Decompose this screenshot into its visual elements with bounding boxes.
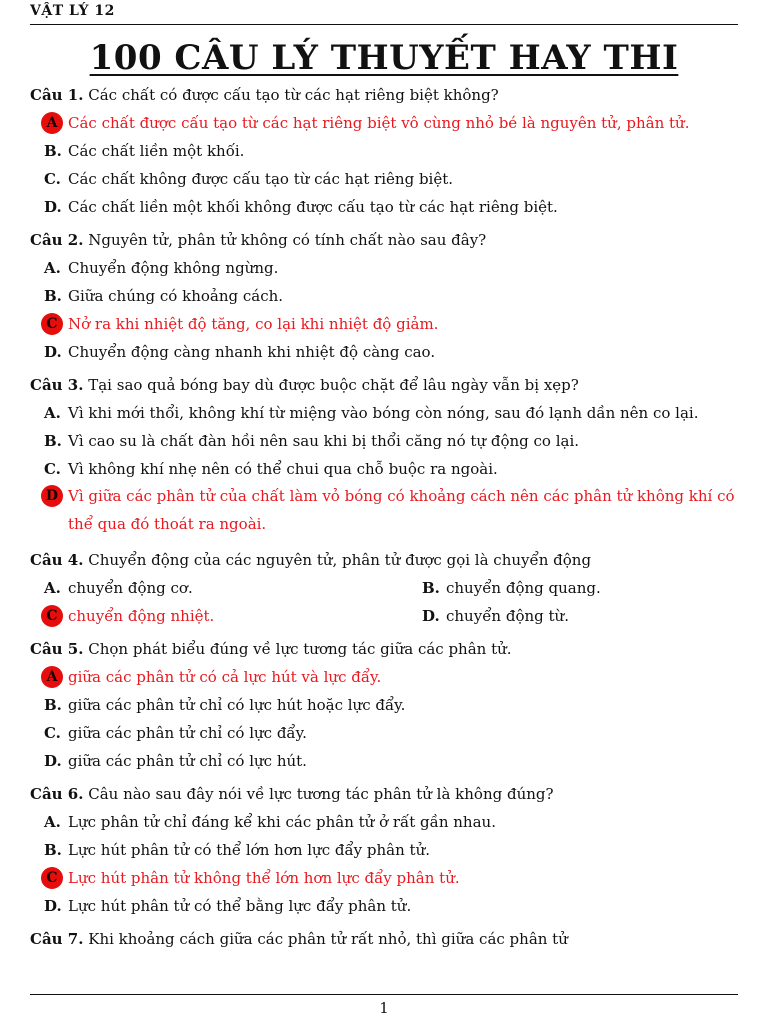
option-text: Các chất được cấu tạo từ các hạt riêng biệt vô cùng nhỏ bé là nguyên tử, phân tử. [68,114,690,132]
question-4-option-b [408,577,768,599]
question-1-stem [30,84,740,106]
question-2-option-d [30,341,740,363]
question-6-option-d [30,895,740,917]
question-1-option-b [30,140,740,162]
option-text: chuyển động từ. [446,607,569,625]
question-3-option-a [30,402,740,424]
option-text: chuyển động cơ. [68,579,193,597]
question-4 [30,549,740,627]
option-letter: D. [422,607,440,625]
question-4-option-d [408,605,768,627]
option-text: Các chất không được cấu tạo từ các hạt riêng biệt. [68,170,454,188]
question-2-option-c-correct [30,313,740,335]
question-6 [30,783,740,917]
correct-answer-marker: C [41,867,63,889]
option-letter: B. [44,287,62,305]
option-letter: D. [44,897,62,915]
option-letter: A. [44,404,61,422]
question-1-option-c [30,168,740,190]
question-5 [30,638,740,772]
question-6-option-a [30,811,740,833]
question-5-stem [30,638,740,660]
question-3-option-d-correct [30,482,740,538]
option-text: giữa các phân tử chỉ có lực hút hoặc lực đẩy. [68,696,406,714]
question-6-option-c-correct [30,867,740,889]
header-divider [30,24,738,25]
option-text: giữa các phân tử chỉ có lực đẩy. [68,724,307,742]
option-text: chuyển động quang. [446,579,601,597]
question-6-stem [30,783,740,805]
page-number: 1 [379,999,389,1017]
question-5-text: Chọn phát biểu đúng về lực tương tác giữa các phân tử. [88,640,512,658]
question-5-option-d [30,750,740,772]
footer-divider [30,994,738,995]
correct-answer-marker: D [41,485,63,507]
option-text: Chuyển động càng nhanh khi nhiệt độ càng cao. [68,343,436,361]
option-letter: D. [44,343,62,361]
question-4-options-row-2 [30,599,740,627]
option-letter: C. [44,724,61,742]
correct-answer-marker: C [41,605,63,627]
option-text: Vì cao su là chất đàn hồi nên sau khi bị thổi căng nó tự động co lại. [68,432,580,450]
question-4-option-c-correct [30,605,408,627]
question-2-label: Câu 2. [30,231,84,249]
option-letter: B. [44,142,62,160]
correct-answer-marker: A [41,112,63,134]
question-3-option-b [30,430,740,452]
question-7-label: Câu 7. [30,930,84,948]
subject-header: VẬT LÝ 12 [30,3,115,19]
question-5-option-c [30,722,740,744]
question-6-option-b [30,839,740,861]
question-4-stem [30,549,740,571]
question-1-label: Câu 1. [30,86,84,104]
correct-answer-marker: A [41,666,63,688]
question-5-option-a-correct [30,666,740,688]
page-title: 100 CÂU LÝ THUYẾT HAY THI [89,38,679,78]
option-letter: C. [44,170,61,188]
question-1-option-d [30,196,740,218]
option-text: Các chất liền một khối. [68,142,245,160]
option-text: Lực phân tử chỉ đáng kể khi các phân tử ở rất gần nhau. [68,813,496,831]
question-4-options-row-1 [30,571,740,599]
question-3-option-c [30,458,740,480]
question-1-text: Các chất có được cấu tạo từ các hạt riêng biệt không? [88,86,499,104]
question-5-option-b [30,694,740,716]
question-2-option-a [30,257,740,279]
question-3-stem [30,374,740,396]
question-6-label: Câu 6. [30,785,84,803]
question-4-text: Chuyển động của các nguyên tử, phân tử được gọi là chuyển động [88,551,592,569]
option-letter: B. [44,696,62,714]
question-2-option-b [30,285,740,307]
question-list [30,84,740,961]
question-4-option-a [30,577,408,599]
question-2-text: Nguyên tử, phân tử không có tính chất nào sau đây? [88,231,487,249]
option-text: Lực hút phân tử có thể bằng lực đẩy phân tử. [68,897,412,915]
question-3-text: Tại sao quả bóng bay dù được buộc chặt để lâu ngày vẫn bị xẹp? [88,376,579,394]
option-letter: B. [44,432,62,450]
option-text: Lực hút phân tử không thể lớn hơn lực đẩy phân tử. [68,869,460,887]
option-text: chuyển động nhiệt. [68,607,215,625]
question-4-label: Câu 4. [30,551,84,569]
option-text: giữa các phân tử có cả lực hút và lực đẩy. [68,668,382,686]
question-1 [30,84,740,218]
option-letter: D. [44,752,62,770]
question-6-text: Câu nào sau đây nói về lực tương tác phân tử là không đúng? [88,785,554,803]
question-7-text: Khi khoảng cách giữa các phân tử rất nhỏ, thì giữa các phân tử [88,930,568,948]
option-text: Giữa chúng có khoảng cách. [68,287,284,305]
option-letter: B. [44,841,62,859]
question-2-stem [30,229,740,251]
option-text: Các chất liền một khối không được cấu tạo từ các hạt riêng biệt. [68,198,558,216]
option-text: giữa các phân tử chỉ có lực hút. [68,752,307,770]
option-letter: A. [44,813,61,831]
question-7 [30,928,740,950]
correct-answer-marker: C [41,313,63,335]
option-text: Vì khi mới thổi, không khí từ miệng vào bóng còn nóng, sau đó lạnh dần nên co lại. [68,404,699,422]
option-letter: B. [422,579,440,597]
question-3-label: Câu 3. [30,376,84,394]
option-letter: A. [44,259,61,277]
option-letter: C. [44,460,61,478]
question-5-label: Câu 5. [30,640,84,658]
question-3 [30,374,740,538]
question-2 [30,229,740,363]
option-letter: D. [44,198,62,216]
option-text: Vì không khí nhẹ nên có thể chui qua chỗ buộc ra ngoài. [68,460,498,478]
question-1-option-a-correct [30,112,740,134]
option-text: Lực hút phân tử có thể lớn hơn lực đẩy phân tử. [68,841,431,859]
option-text: Vì giữa các phân tử của chất làm vỏ bóng có khoảng cách nên các phân tử không khí có thể qua đó thoát ra ngoài. [68,487,735,533]
option-text: Nở ra khi nhiệt độ tăng, co lại khi nhiệt độ giảm. [68,315,439,333]
option-letter: A. [44,579,61,597]
option-text: Chuyển động không ngừng. [68,259,279,277]
question-7-stem [30,928,740,950]
